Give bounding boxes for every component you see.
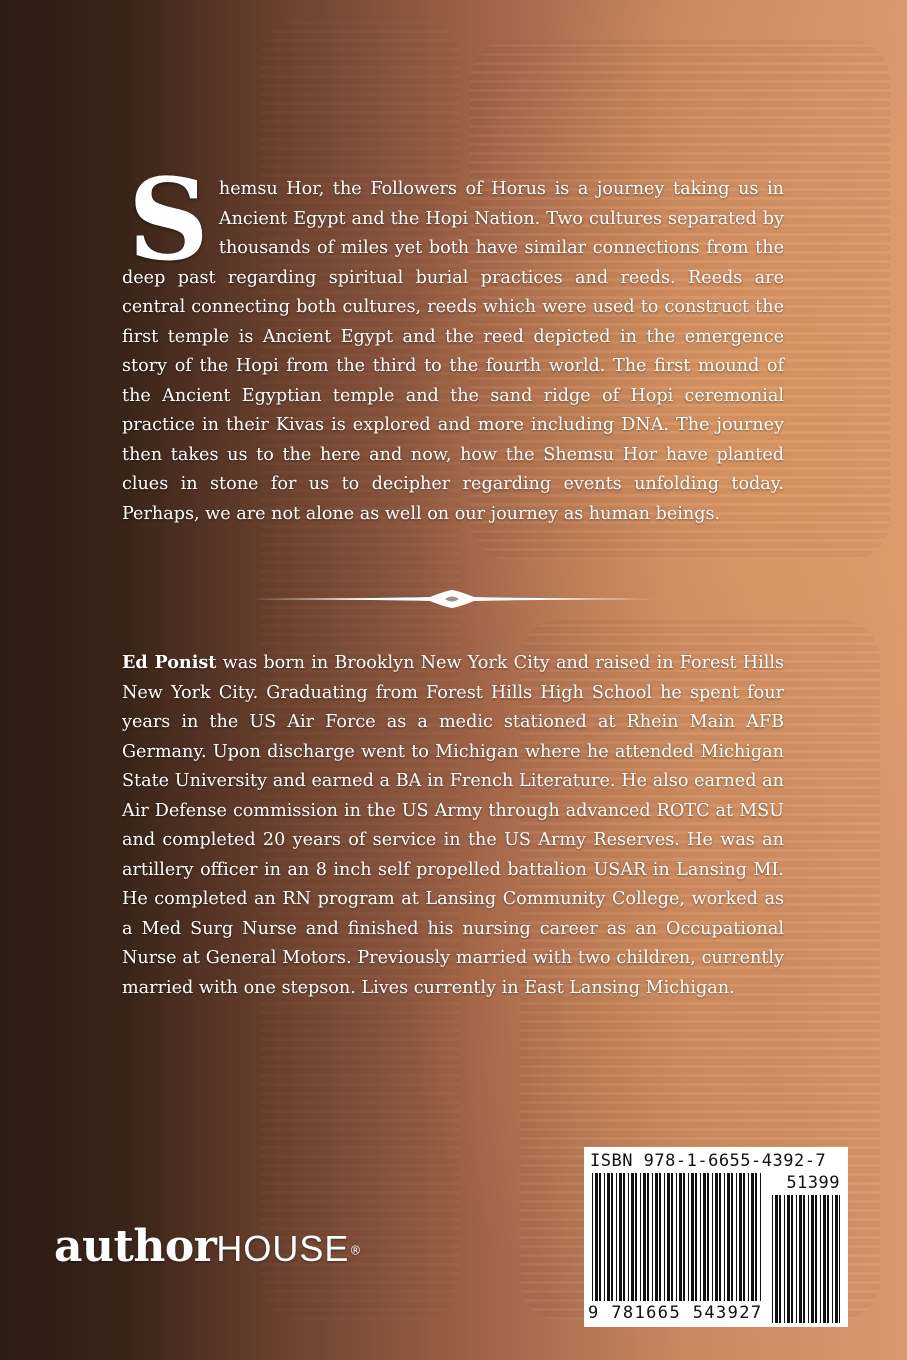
publisher-logo-author: author — [54, 1221, 217, 1272]
barcode-bar — [691, 1173, 694, 1301]
barcode-bar — [655, 1173, 658, 1301]
barcode-bar — [640, 1173, 641, 1301]
synopsis-text: hemsu Hor, the Followers of Horus is a journey taking us in Ancient Egypt and the Hopi Nation. Two cultures separated by thousands of miles yet both have similar connections from the deep past regarding spiritual burial practices and reeds. Reeds are central connecting both cultures, reeds which were used to construct the first temple is Ancient Egypt and the reed depicted in the emergence story of the Hopi from the third to the fourth world. The first mound of the Ancient Egyptian temple and the sand ridge of Hopi ceremonial practice in their Kivas is explored and more including DNA. The journey then takes us to the here and now, how the Shemsu Hor have planted clues in stone for us to decipher regarding events unfolding today. Perhaps, we are not alone as well on our journey as human beings. — [122, 179, 784, 524]
barcode-bar — [727, 1173, 730, 1301]
barcode-bar — [619, 1173, 622, 1301]
author-bio-text: was born in Brooklyn New York City and raised in Forest Hills New York City. Graduating from Forest Hills High School he spent four years in the US Air Force as a medic stationed at Rhein Main AFB Germany. Upon discharge went to Michigan where he attended Michigan State University and earned a BA in French Literature. He also earned an Air Defense commission in the US Army through advanced ROTC at MSU and completed 20 years of service in the US Army Reserves. He was an artillery officer in an 8 inch self propelled battalion USAR in Lansing MI. He completed an RN program at Lansing Community College, worked as a Med Surg Nurse and finished his nursing career as an Occupational Nurse at General Motors. Previously married with two children, currently married with one stepson. Lives currently in East Lansing Michigan. — [122, 653, 784, 998]
barcode-bar — [652, 1173, 653, 1301]
isbn-number: ISBN 978-1-6655-4392-7 — [590, 1151, 827, 1171]
barcode-bar — [616, 1173, 617, 1301]
barcode-bar — [647, 1173, 649, 1301]
barcode-bar — [719, 1173, 721, 1301]
barcode-bar — [703, 1173, 706, 1301]
barcode-bar — [659, 1173, 661, 1301]
barcode-bar — [592, 1173, 593, 1301]
barcode-bar — [743, 1173, 745, 1301]
barcode-bar — [739, 1173, 742, 1301]
barcode-bar — [683, 1173, 685, 1301]
barcode-bar — [676, 1173, 677, 1301]
registered-mark: ® — [349, 1243, 362, 1258]
barcode-bar — [707, 1173, 709, 1301]
publisher-logo-house: HOUSE — [216, 1228, 350, 1269]
price-code: 51399 — [786, 1173, 840, 1193]
barcode-bar — [628, 1173, 629, 1301]
barcode-bar — [599, 1173, 601, 1301]
barcode-bar — [760, 1173, 761, 1301]
barcode-bar — [611, 1173, 613, 1301]
barcode-bar — [643, 1173, 646, 1301]
barcode-bar — [623, 1173, 625, 1301]
barcode-bar — [688, 1173, 689, 1301]
barcode-bar — [724, 1173, 725, 1301]
barcode-bar — [671, 1173, 673, 1301]
barcode-bar — [679, 1173, 682, 1301]
barcode-bar — [751, 1173, 754, 1301]
barcode-bar — [736, 1173, 737, 1301]
drop-cap: S — [128, 155, 209, 286]
barcode-digits: 9 781665 543927 — [588, 1303, 763, 1323]
publisher-logo — [54, 1221, 361, 1273]
barcode-bar — [595, 1173, 598, 1301]
barcode-bars — [584, 1147, 848, 1327]
barcode-bar — [667, 1173, 670, 1301]
ornamental-divider — [250, 588, 655, 610]
author-name: Ed Ponist — [122, 652, 217, 673]
barcode-bar — [607, 1173, 610, 1301]
barcode-bar — [635, 1173, 637, 1301]
synopsis-paragraph — [122, 155, 784, 529]
barcode-bar — [695, 1173, 697, 1301]
isbn-barcode — [584, 1147, 848, 1327]
barcode-bar — [631, 1173, 634, 1301]
barcode-bar — [748, 1173, 749, 1301]
barcode-bar — [712, 1173, 713, 1301]
barcode-bar — [731, 1173, 733, 1301]
barcode-bar — [604, 1173, 605, 1301]
barcode-bar — [715, 1173, 718, 1301]
barcode-bar — [700, 1173, 701, 1301]
barcode-bar — [664, 1173, 665, 1301]
author-bio-paragraph — [122, 648, 784, 1003]
barcode-bar — [755, 1173, 757, 1301]
